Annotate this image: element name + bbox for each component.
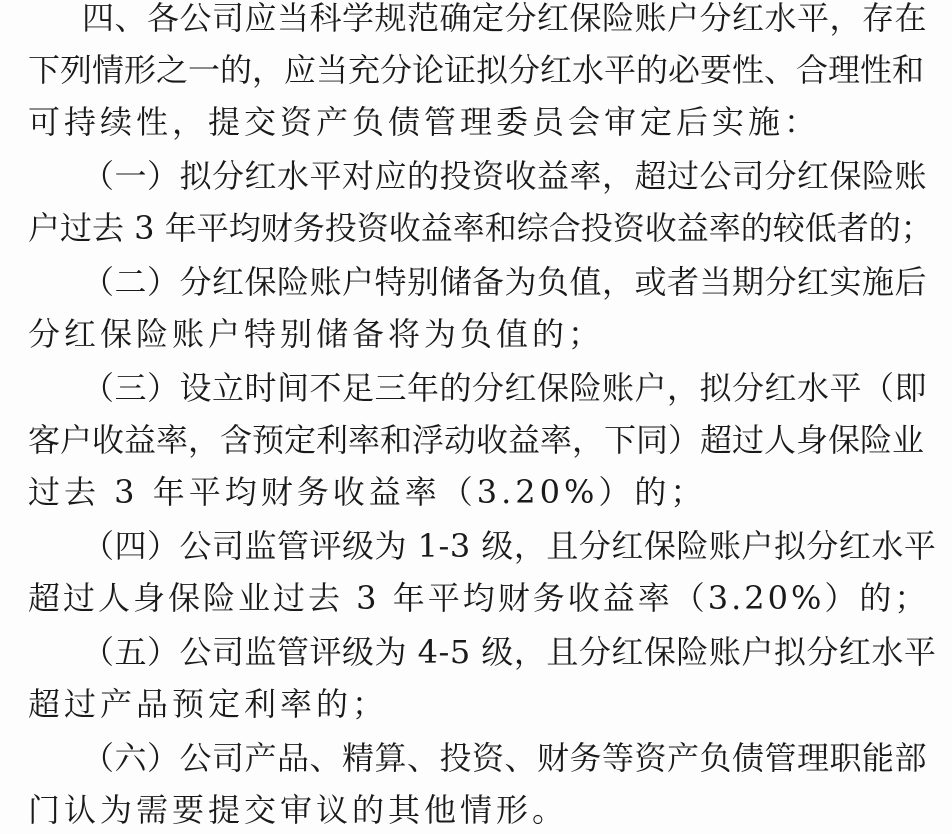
item-six-line-2: 门认为需要提交审议的其他情形。: [28, 791, 569, 829]
paragraph-four-line-3: 可持续性，提交资产负债管理委员会审定后实施：: [28, 103, 821, 141]
paragraph-four-line-1: 四、各公司应当科学规范确定分红保险账户分红水平，存在: [82, 0, 928, 37]
item-three-line-2: 客户收益率，含预定利率和浮动收益率，下同）超过人身保险业: [28, 421, 925, 459]
item-four-line-1: （四）公司监管评级为 1-3 级，且分红保险账户拟分红水平: [82, 527, 937, 565]
item-one-line-2: 户过去 3 年平均财务投资收益率和综合投资收益率的较低者的；: [28, 209, 933, 247]
item-five-line-1: （五）公司监管评级为 4-5 级，且分红保险账户拟分红水平: [82, 633, 937, 671]
item-two-line-2: 分红保险账户特别储备将为负值的；: [28, 315, 605, 353]
item-two-line-1: （二）分红保险账户特别储备为负值，或者当期分红实施后: [82, 263, 928, 301]
item-four-line-2: 超过人身保险业过去 3 年平均财务收益率（3.20%）的；: [28, 579, 930, 617]
item-three-line-3: 过去 3 年平均财务收益率（3.20%）的；: [28, 473, 707, 511]
item-one-line-1: （一）拟分红水平对应的投资收益率，超过公司分红保险账: [82, 157, 928, 195]
item-six-line-1: （六）公司产品、精算、投资、财务等资产负债管理职能部: [82, 739, 928, 777]
item-three-line-1: （三）设立时间不足三年的分红保险账户，拟分红水平（即: [82, 369, 928, 407]
paragraph-four-line-2: 下列情形之一的，应当充分论证拟分红水平的必要性、合理性和: [28, 51, 925, 89]
item-five-line-2: 超过产品预定利率的；: [28, 685, 389, 723]
